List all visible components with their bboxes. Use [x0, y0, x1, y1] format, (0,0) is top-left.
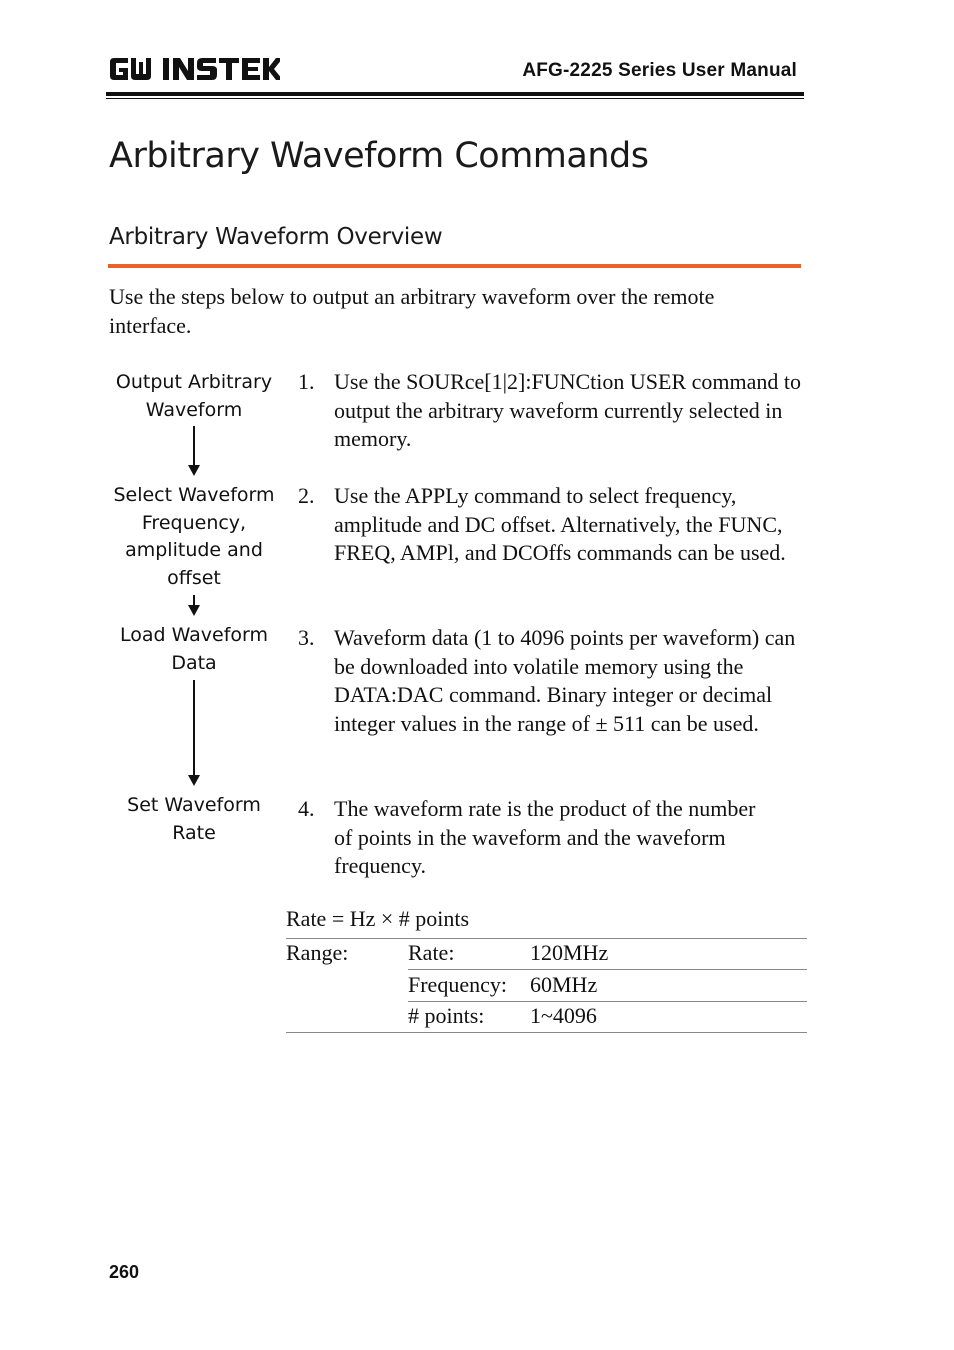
step-number: 1.	[298, 369, 315, 394]
rate-formula: Rate = Hz × # points	[286, 906, 470, 931]
step-text: Use the SOURce[1|2]:FUNCtion USER command to output the arbitrary waveform currently selected in memory.	[334, 369, 801, 451]
flow-step-load-data: Load Waveform Data	[119, 624, 269, 674]
table-value: 1~4096	[530, 1003, 597, 1028]
intro-paragraph: Use the steps below to output an arbitrary waveform over the remote interface.	[109, 284, 715, 338]
step-text: Waveform data (1 to 4096 points per waveform) can be downloaded into volatile memory using the DATA:DAC command. Binary integer or decimal integer values in the range of ± 511 can be used.	[334, 625, 796, 736]
table-rule	[286, 1032, 807, 1033]
step-number: 4.	[298, 796, 315, 821]
table-param: # points:	[408, 1003, 485, 1028]
chapter-title: Arbitrary Waveform Commands	[109, 136, 649, 176]
flow-arrow-line	[193, 426, 195, 466]
table-rule	[408, 969, 807, 970]
step-text: Use the APPLy command to select frequency, amplitude and DC offset. Alternatively, the FUNC, FREQ, AMPl, and DCOffs commands can be used.	[334, 483, 786, 565]
flow-arrow-line	[193, 680, 195, 776]
table-rule	[286, 938, 807, 939]
arrow-down-icon	[188, 605, 200, 616]
table-param: Frequency:	[408, 972, 507, 997]
flow-step-set-rate: Set Waveform Rate	[127, 794, 261, 844]
flow-step-output-arbitrary: Output Arbitrary Waveform	[115, 371, 273, 421]
arrow-down-icon	[188, 465, 200, 476]
table-rule	[408, 1001, 807, 1002]
manual-title: AFG-2225 Series User Manual	[522, 60, 797, 81]
header-rule-thin	[106, 98, 804, 99]
table-value: 60MHz	[530, 972, 598, 997]
arrow-down-icon	[188, 775, 200, 786]
range-label: Range:	[286, 940, 349, 965]
section-title: Arbitrary Waveform Overview	[109, 224, 443, 250]
table-param: Rate:	[408, 940, 455, 965]
step-text: The waveform rate is the product of the number of points in the waveform and the waveform frequency.	[334, 796, 756, 878]
page-number: 260	[109, 1262, 140, 1282]
header-rule	[106, 92, 804, 96]
step-number: 3.	[298, 625, 315, 650]
table-value: 120MHz	[530, 940, 609, 965]
section-rule	[108, 264, 801, 268]
step-number: 2.	[298, 483, 315, 508]
flow-step-select-frequency: Select Waveform Frequency, amplitude and offset	[113, 484, 275, 589]
gw-instek-logo	[108, 54, 280, 84]
